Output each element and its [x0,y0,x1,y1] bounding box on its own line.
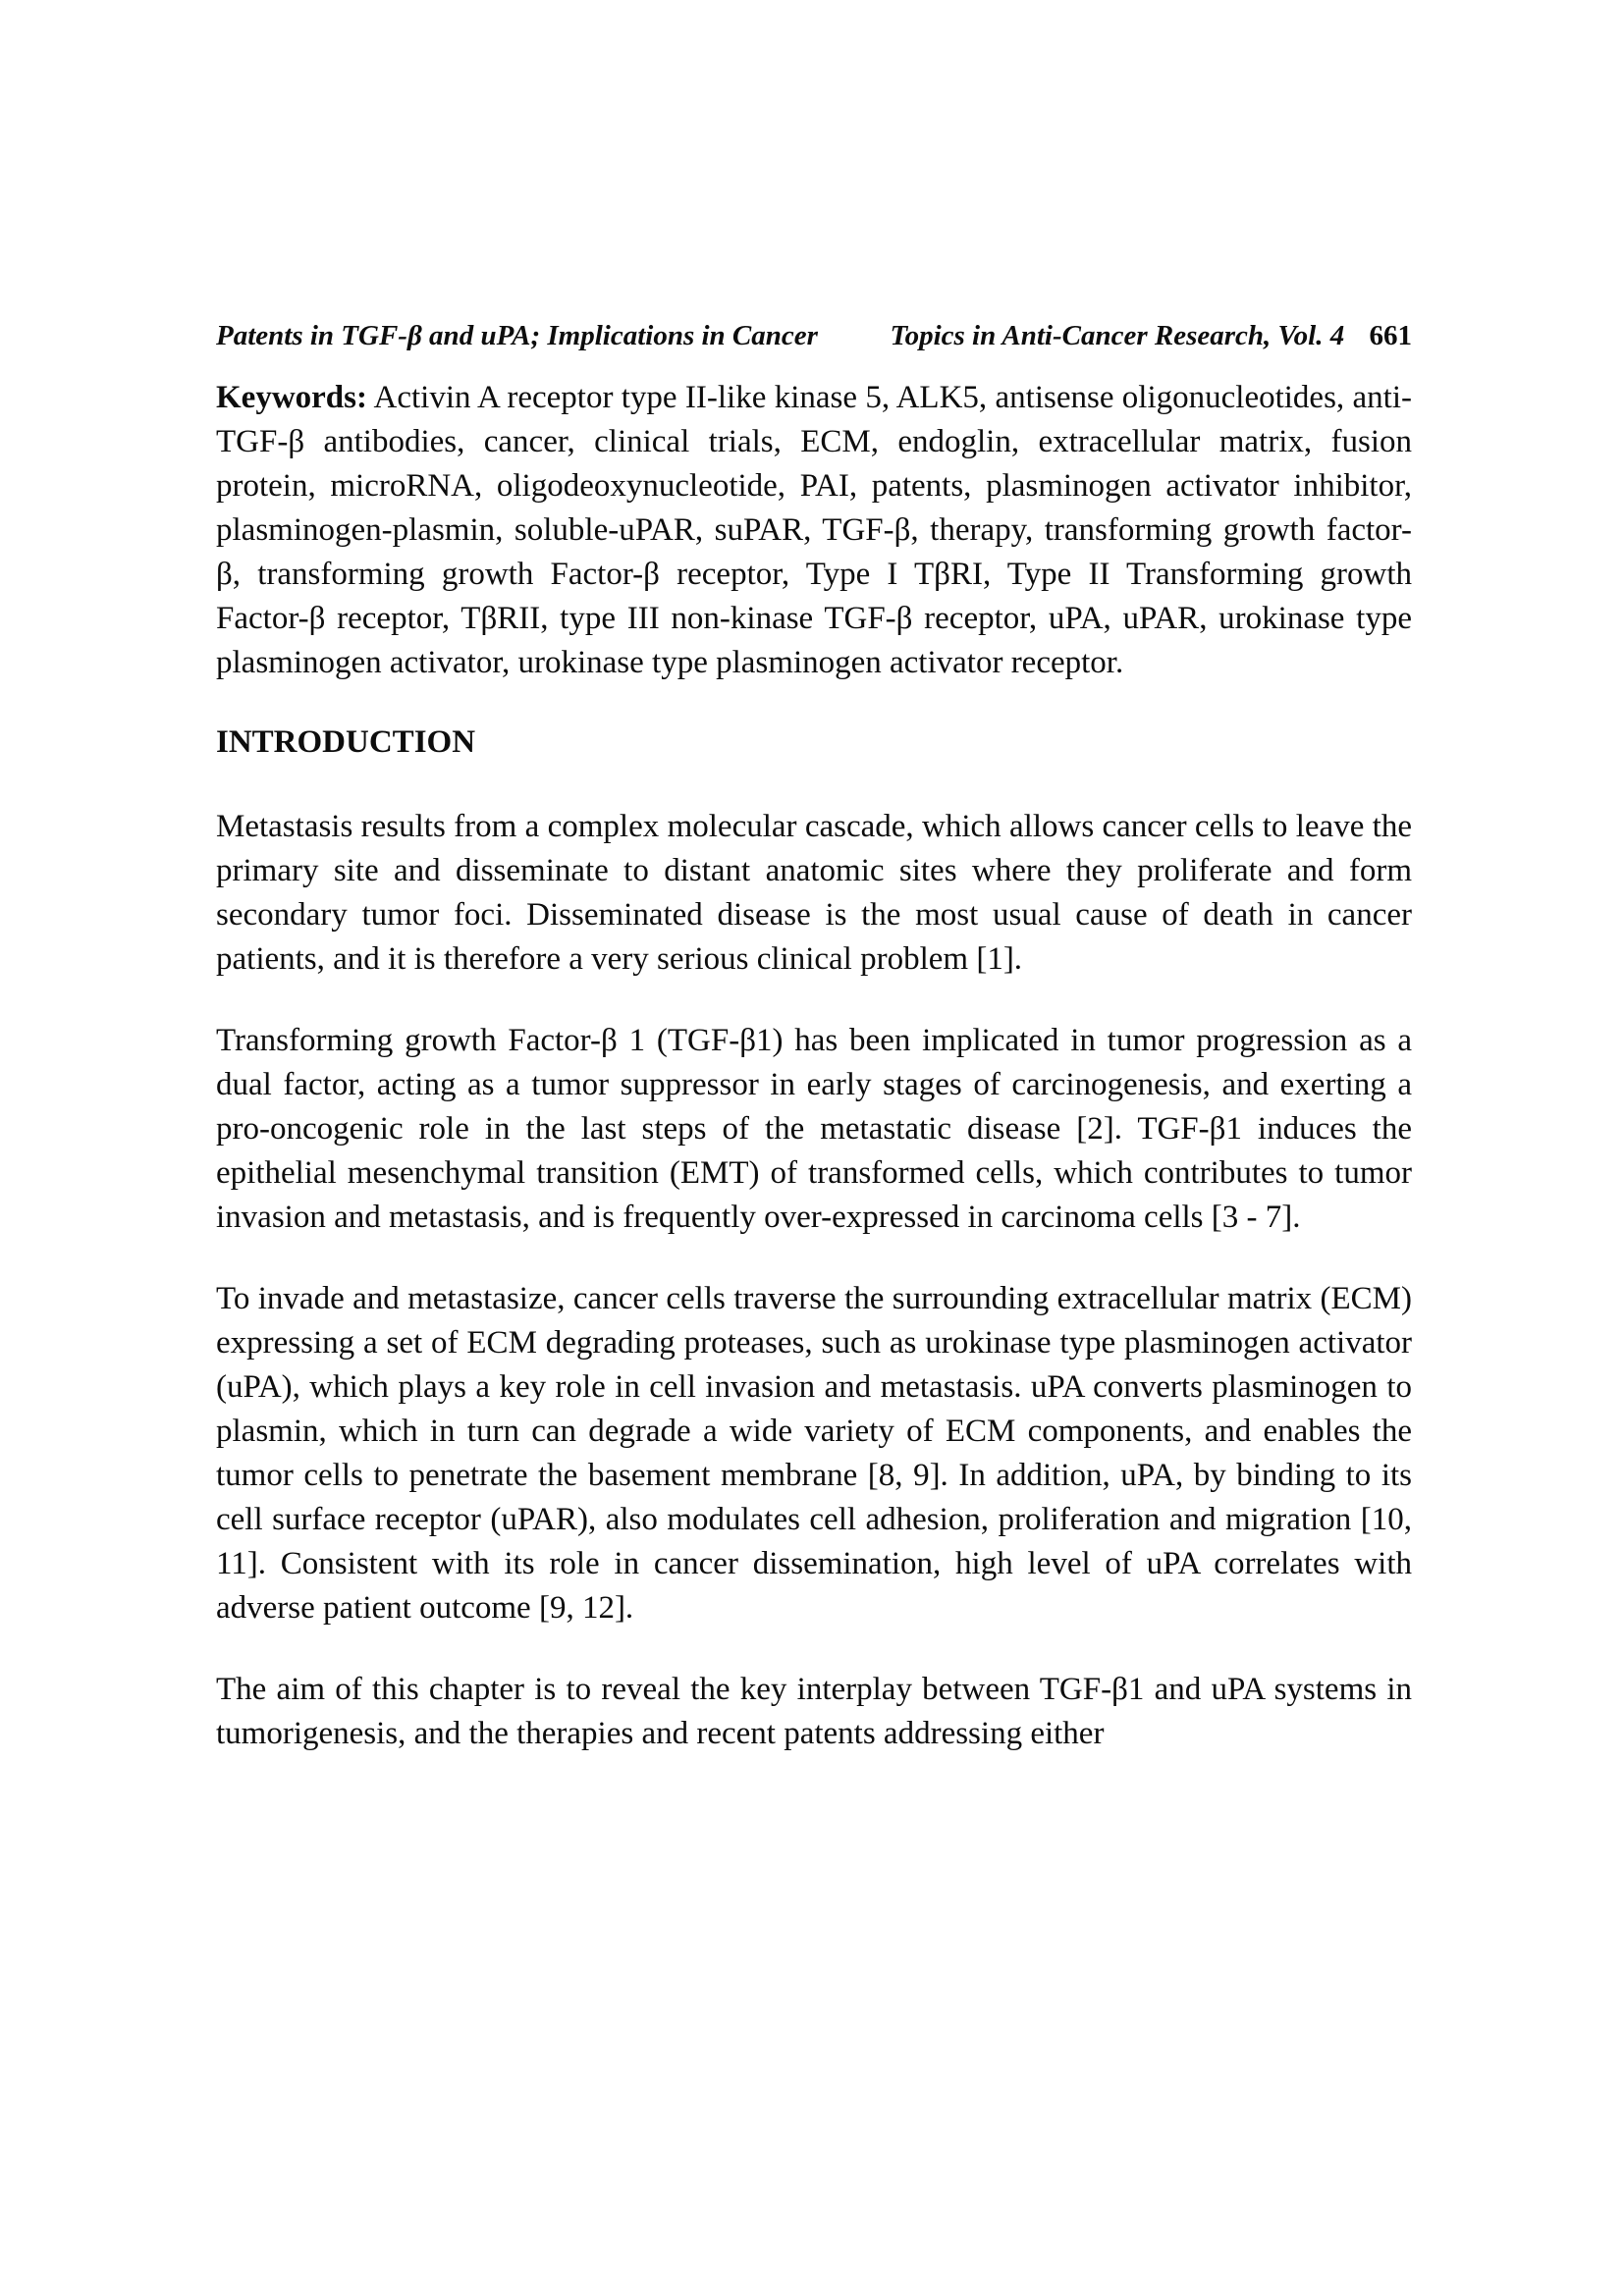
keywords-text: Activin A receptor type II-like kinase 5, ALK5, antisense oligonucleotides, anti-TGF-β antibodies, cancer, clinical trials, ECM, endoglin, extracellular matrix, fusion protein, microRNA, oligodeoxynucleotide, PAI, patents, plasminogen activator inhibitor, plasminogen-plasmin, soluble-uPAR, suPAR, TGF-β, therapy, transforming growth factor-β, transforming growth Factor-β receptor, Type I TβRI, Type II Transforming growth Factor-β receptor, TβRII, type III non-kinase TGF-β receptor, uPA, uPAR, urokinase type plasminogen activator, urokinase type plasminogen activator receptor. [216,380,1412,680]
paragraph-tgf-beta: Transforming growth Factor-β 1 (TGF-β1) has been implicated in tumor progression as a dual factor, acting as a tumor suppressor in early stages of carcinogenesis, and exerting a pro-oncogenic role in the last steps of the metastatic disease [2]. TGF-β1 induces the epithelial mesenchymal transition (EMT) of transformed cells, which contributes to tumor invasion and metastasis, and is frequently over-expressed in carcinoma cells [3 - 7]. [216,1023,1412,1235]
paragraph-chapter-aim: The aim of this chapter is to reveal the key interplay between TGF-β1 and uPA systems in tumorigenesis, and the therapies and recent patents addressing either [216,1672,1412,1751]
running-header-chapter-title: Patents in TGF-β and uPA; Implications in Cancer [216,320,818,351]
paragraph-metastasis: Metastasis results from a complex molecular cascade, which allows cancer cells to leave the primary site and disseminate to distant anatomic sites where they proliferate and form secondary tumor foci. Disseminated disease is the most usual cause of death in cancer patients, and it is therefore a very serious clinical problem [1]. [216,809,1412,977]
section-heading-introduction: INTRODUCTION [216,724,476,760]
running-header-book-info [891,320,1412,352]
running-header [216,320,1412,352]
running-header-volume: Topics in Anti-Cancer Research, Vol. 4 [890,320,1345,351]
paragraph-upa: To invade and metastasize, cancer cells traverse the surrounding extracellular matrix (ECM) expressing a set of ECM degrading proteases, such as urokinase type plasminogen activator (uPA), which plays a key role in cell invasion and metastasis. uPA converts plasminogen to plasmin, which in turn can degrade a wide variety of ECM components, and enables the tumor cells to penetrate the basement membrane [8, 9]. In addition, uPA, by binding to its cell surface receptor (uPAR), also modulates cell adhesion, proliferation and migration [10, 11]. Consistent with its role in cancer dissemination, high level of uPA correlates with adverse patient outcome [9, 12]. [216,1281,1412,1626]
keywords-label: Keywords: [216,380,367,415]
page-content [216,320,1412,1793]
keywords-paragraph [216,376,1412,685]
page-number: 661 [1369,320,1412,351]
